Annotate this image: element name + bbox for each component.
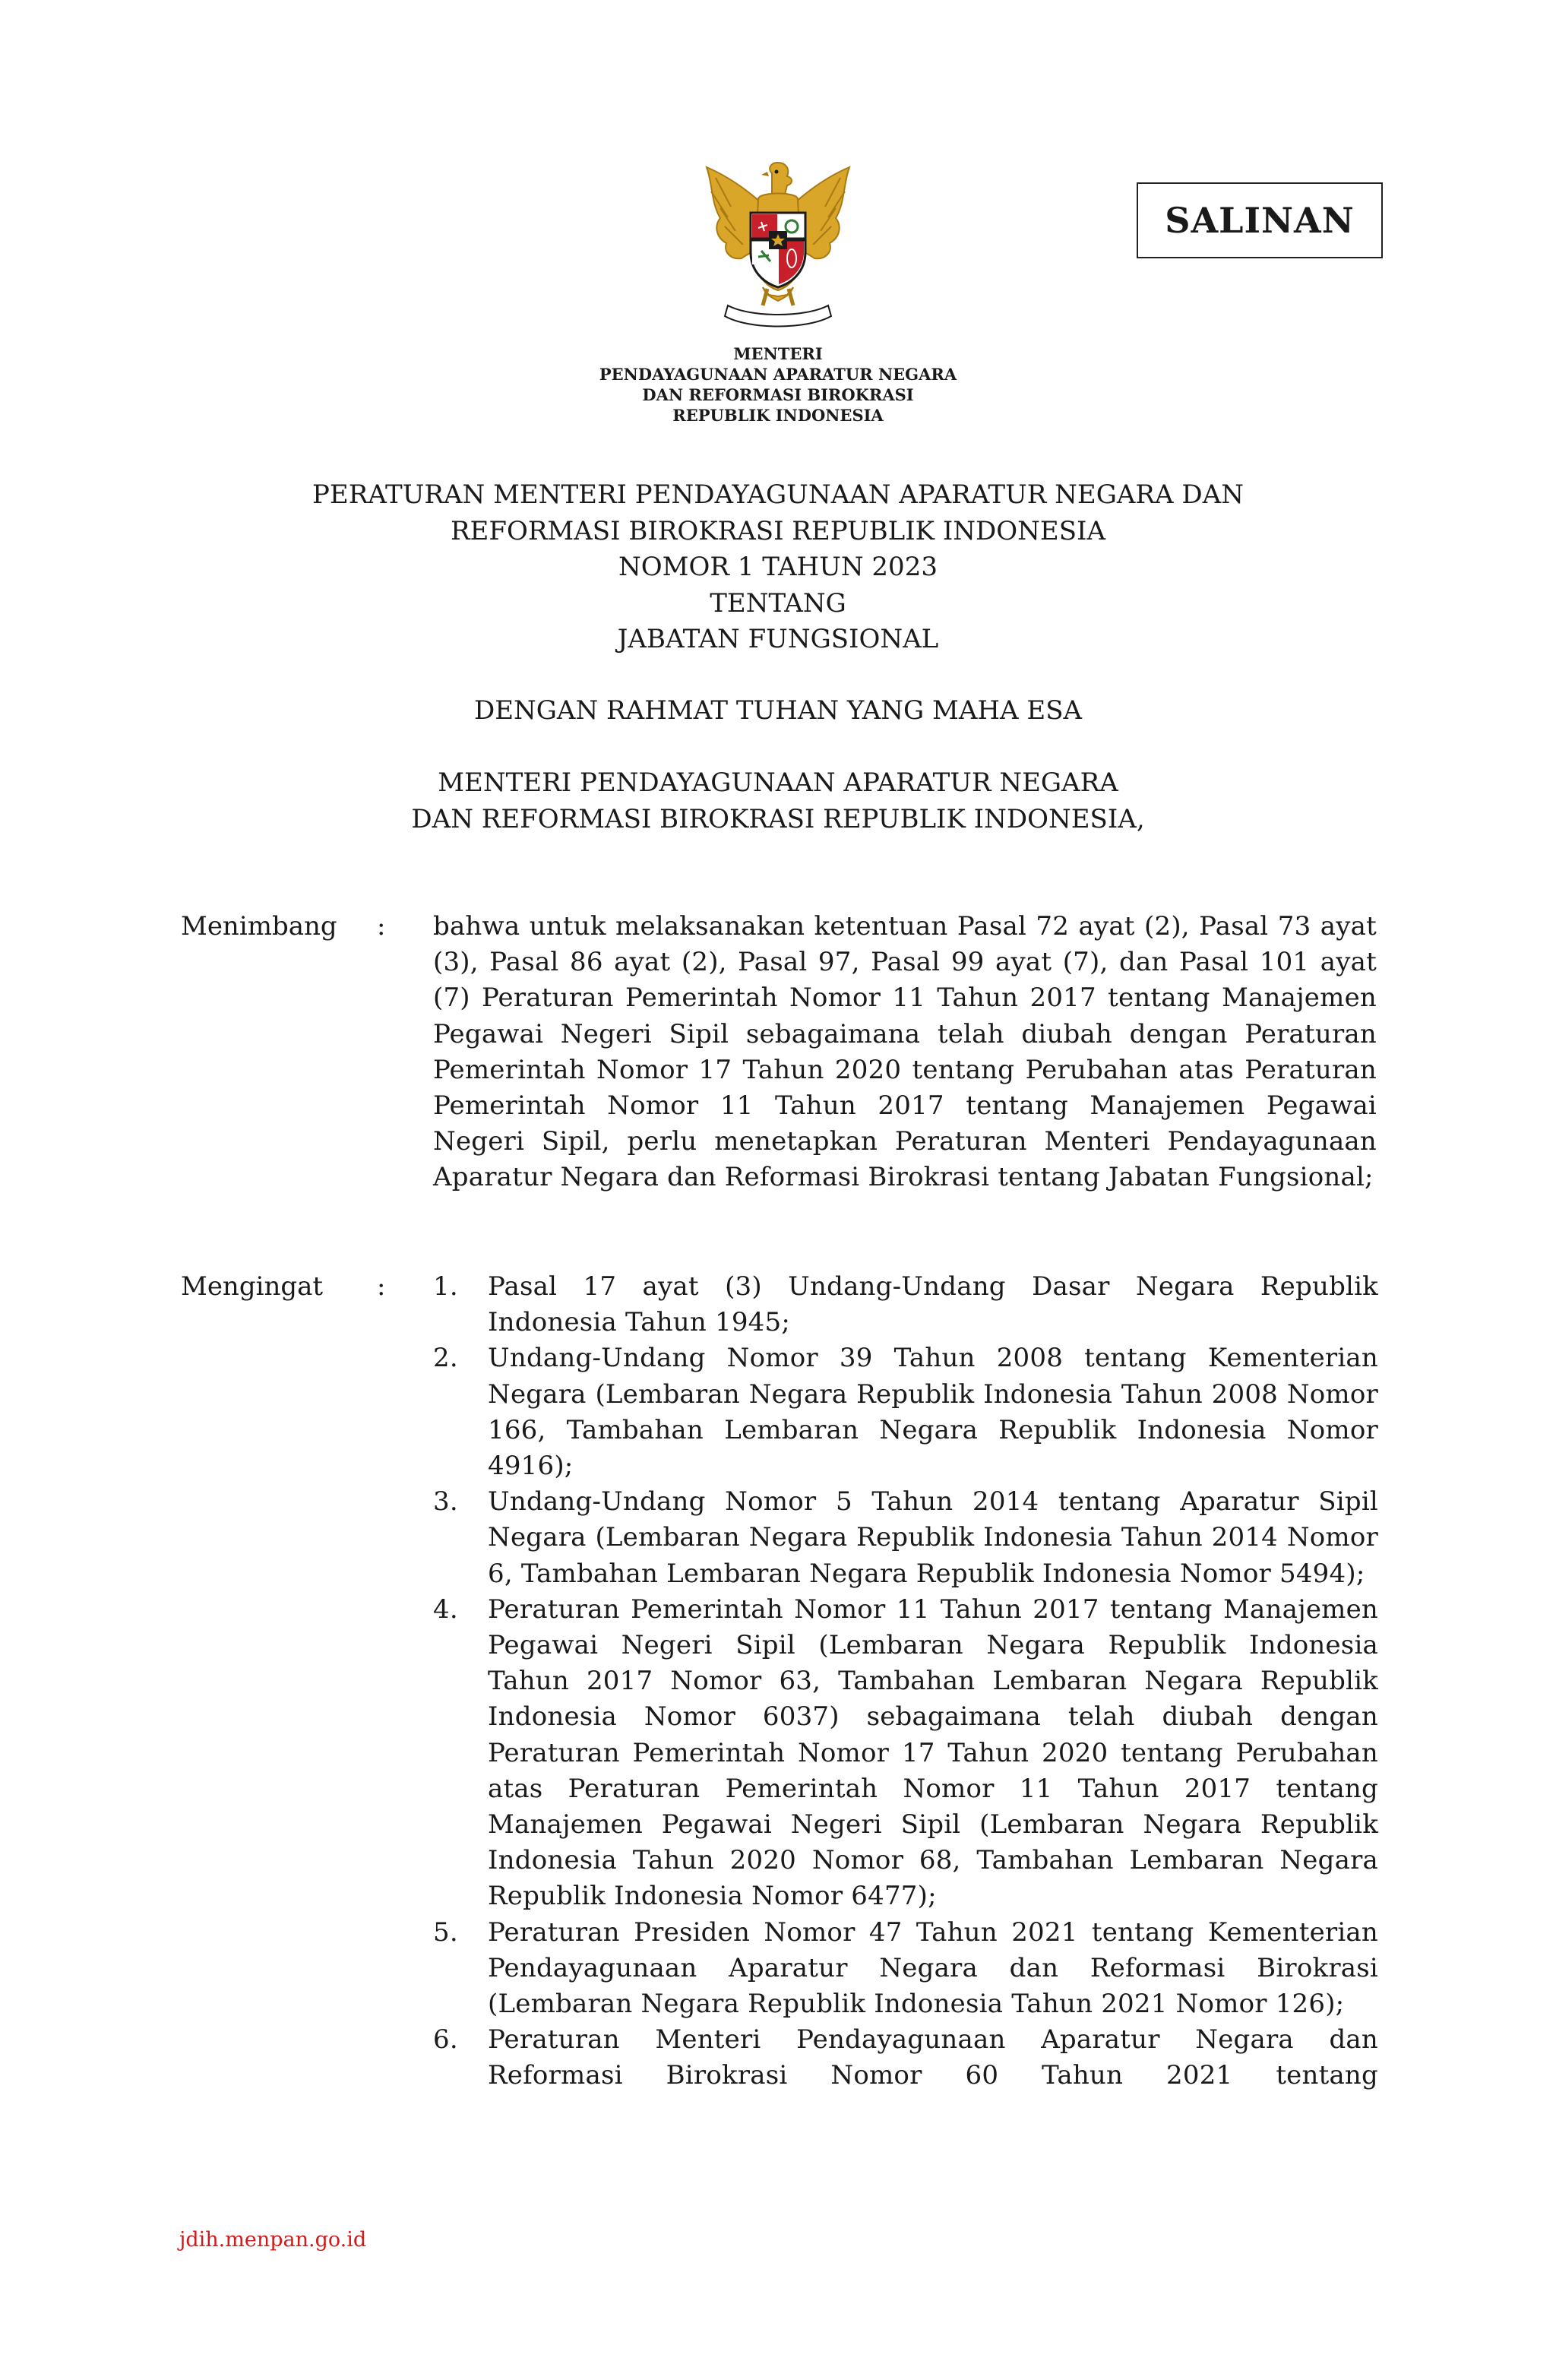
mengingat-colon: :	[377, 1271, 386, 1302]
minister-line: MENTERI PENDAYAGUNAAN APARATUR NEGARA	[438, 767, 1118, 798]
list-item-number: 2.	[433, 1343, 458, 1374]
mengingat-list	[433, 1269, 1378, 2094]
list-item	[433, 1340, 1378, 1484]
ministry-line: REPUBLIK INDONESIA	[672, 406, 884, 425]
list-item	[433, 1915, 1378, 2023]
list-item-number: 1.	[433, 1271, 458, 1302]
regulation-title	[170, 477, 1386, 658]
list-item-number: 3.	[433, 1486, 458, 1518]
ministry-header	[474, 343, 1082, 426]
list-item	[433, 1592, 1378, 1915]
opening-invocation: DENGAN RAHMAT TUHAN YANG MAHA ESA	[473, 695, 1083, 726]
mengingat-label: Mengingat	[181, 1271, 324, 1302]
garuda-pancasila-emblem-icon	[697, 161, 859, 330]
list-item-text: Peraturan Pemerintah Nomor 11 Tahun 2017 tentang Manajemen Pegawai Negeri Sipil (Lembaran Negara Republik Indonesia Tahun 2017 Nomor 63, Tambahan Lembaran Negara Republik Indonesia Nomor 6037) sebagaimana telah diubah dengan Peraturan Pemerintah Nomor 17 Tahun 2020 tentang Perubahan atas Peraturan Pemerintah Nomor 11 Tahun 2017 tentang Manajemen Pegawai Negeri Sipil (Lembaran Negara Republik Indonesia Tahun 2020 Nomor 68, Tambahan Lembaran Negara Republik Indonesia Nomor 6477);	[488, 1594, 1378, 1912]
list-item-number: 6.	[433, 2024, 458, 2056]
menimbang-colon: :	[377, 911, 386, 942]
ministry-line: MENTERI	[733, 344, 823, 363]
list-item-text: Undang-Undang Nomor 39 Tahun 2008 tentang Kementerian Negara (Lembaran Negara Republik Indonesia Tahun 2008 Nomor 166, Tambahan Lembaran Negara Republik Indonesia Nomor 4916);	[488, 1343, 1378, 1482]
copy-stamp: SALINAN	[1137, 182, 1383, 258]
ministry-line: PENDAYAGUNAAN APARATUR NEGARA	[599, 365, 957, 384]
ministry-line: DAN REFORMASI BIROKRASI	[642, 385, 914, 404]
list-item-number: 5.	[433, 1916, 458, 1948]
menimbang-text: bahwa untuk melaksanakan ketentuan Pasal 72 ayat (2), Pasal 73 ayat (3), Pasal 86 ayat (2), Pasal 97, Pasal 99 ayat (7), dan Pasal 101 ayat (7) Peraturan Pemerintah Nomor 11 Tahun 2017 tentang Manajemen Pegawai Negeri Sipil sebagaimana telah diubah dengan Peraturan Pemerintah Nomor 17 Tahun 2020 tentang Perubahan atas Peraturan Pemerintah Nomor 11 Tahun 2017 tentang Manajemen Pegawai Negeri Sipil, perlu menetapkan Peraturan Menteri Pendayagunaan Aparatur Negara dan Reformasi Birokrasi tentang Jabatan Fungsional;	[433, 911, 1377, 1193]
title-line: PERATURAN MENTERI PENDAYAGUNAAN APARATUR NEGARA DAN	[312, 479, 1244, 510]
list-item-text: Peraturan Menteri Pendayagunaan Aparatur Negara dan Reformasi Birokrasi Nomor 60 Tahun 2021 tentang	[488, 2024, 1378, 2091]
minister-line: DAN REFORMASI BIROKRASI REPUBLIK INDONESIA,	[411, 803, 1145, 834]
list-item	[433, 2022, 1378, 2094]
jdih-website-link[interactable]: jdih.menpan.go.id	[179, 2228, 367, 2252]
list-item-text: Pasal 17 ayat (3) Undang-Undang Dasar Negara Republik Indonesia Tahun 1945;	[488, 1271, 1378, 1338]
list-item-text: Undang-Undang Nomor 5 Tahun 2014 tentang Aparatur Sipil Negara (Lembaran Negara Republik Indonesia Tahun 2014 Nomor 6, Tambahan Lembaran Negara Republik Indonesia Nomor 5494);	[488, 1486, 1378, 1589]
title-line: REFORMASI BIROKRASI REPUBLIK INDONESIA	[450, 515, 1106, 546]
menimbang-label: Menimbang	[181, 911, 337, 942]
title-line: TENTANG	[710, 587, 846, 619]
minister-heading	[170, 765, 1386, 837]
list-item	[433, 1484, 1378, 1592]
title-line: JABATAN FUNGSIONAL	[617, 624, 939, 654]
list-item-text: Peraturan Presiden Nomor 47 Tahun 2021 tentang Kementerian Pendayagunaan Aparatur Negara dan Reformasi Birokrasi (Lembaran Negara Republik Indonesia Tahun 2021 Nomor 126);	[488, 1916, 1378, 2020]
title-line: NOMOR 1 TAHUN 2023	[618, 552, 938, 582]
list-item	[433, 1269, 1378, 1340]
list-item-number: 4.	[433, 1594, 458, 1625]
